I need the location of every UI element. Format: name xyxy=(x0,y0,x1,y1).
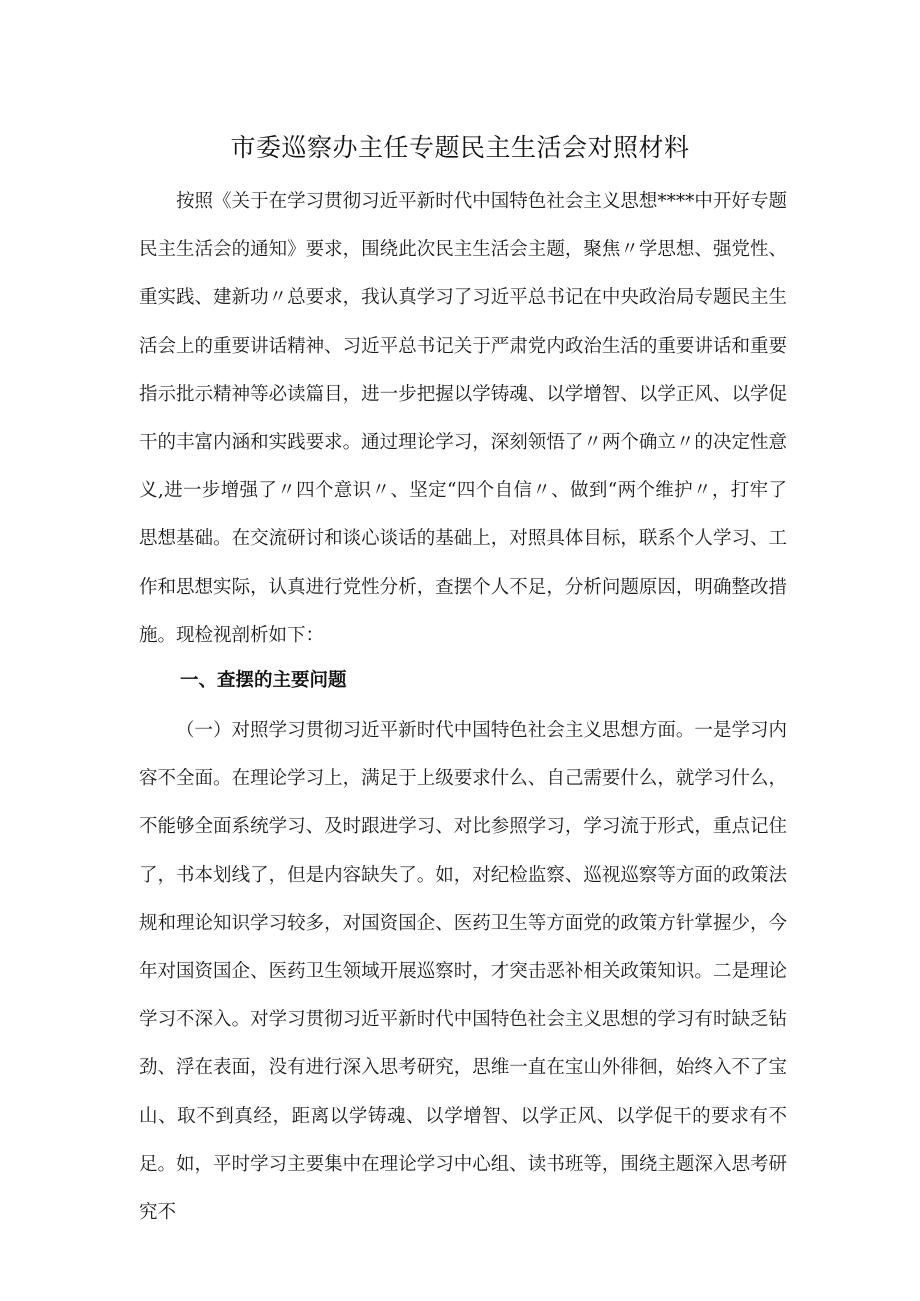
document-title: 市委巡察办主任专题民主生活会对照材料 xyxy=(230,133,690,162)
section-paragraph: （一）对照学习贯彻习近平新时代中国特色社会主义思想方面。一是学习内容不全面。在理论学习上，满足于上级要求什么、自己需要什么，就学习什么，不能够全面系统学习、及时跟进学习、对比参照学习，学习流于形式，重点记住了，书本划线了，但是内容缺失了。如，对纪检监察、巡视巡察等方面的政策法规和理论知识学习较多，对国资国企、医药卫生等方面党的政策方针掌握少，今年对国资国企、医药卫生领域开展巡察时，才突击恶补相关政策知识。二是理论学习不深入。对学习贯彻习近平新时代中国特色社会主义思想的学习有时缺乏钻劲、浮在表面，没有进行深入思考研究，思维一直在宝山外徘徊，始终入不了宝山、取不到真经，距离以学铸魂、以学增智、以学正风、以学促干的要求有不足。如，平时学习主要集中在理论学习中心组、读书班等，围绕主题深入思考研究不 xyxy=(139,720,787,1224)
section-heading: 一、查摆的主要问题 xyxy=(180,670,347,691)
intro-paragraph: 按照《关于在学习贯彻习近平新时代中国特色社会主义思想****中开好专题民主生活会的通知》要求，围绕此次民主生活会主题，聚焦〃学思想、强党性、重实践、建新功〃总要求，我认真学习了习近平总书记在中央政治局专题民主生活会上的重要讲话精神、习近平总书记关于严肃党内政治生活的重要讲话和重要指示批示精神等必读篇目，进一步把握以学铸魂、以学增智、以学正风、以学促干的丰富内涵和实践要求。通过理论学习，深刻领悟了〃两个确立〃的决定性意义,进一步增强了〃四个意识〃、坚定“四个自信〃、做到“两个维护〃，打牢了思想基础。在交流研讨和谈心谈话的基础上，对照具体目标，联系个人学习、工作和思想实际，认真进行党性分析，查摆个人不足，分析问题原因，明确整改措施。现检视剖析如下： xyxy=(139,191,787,646)
